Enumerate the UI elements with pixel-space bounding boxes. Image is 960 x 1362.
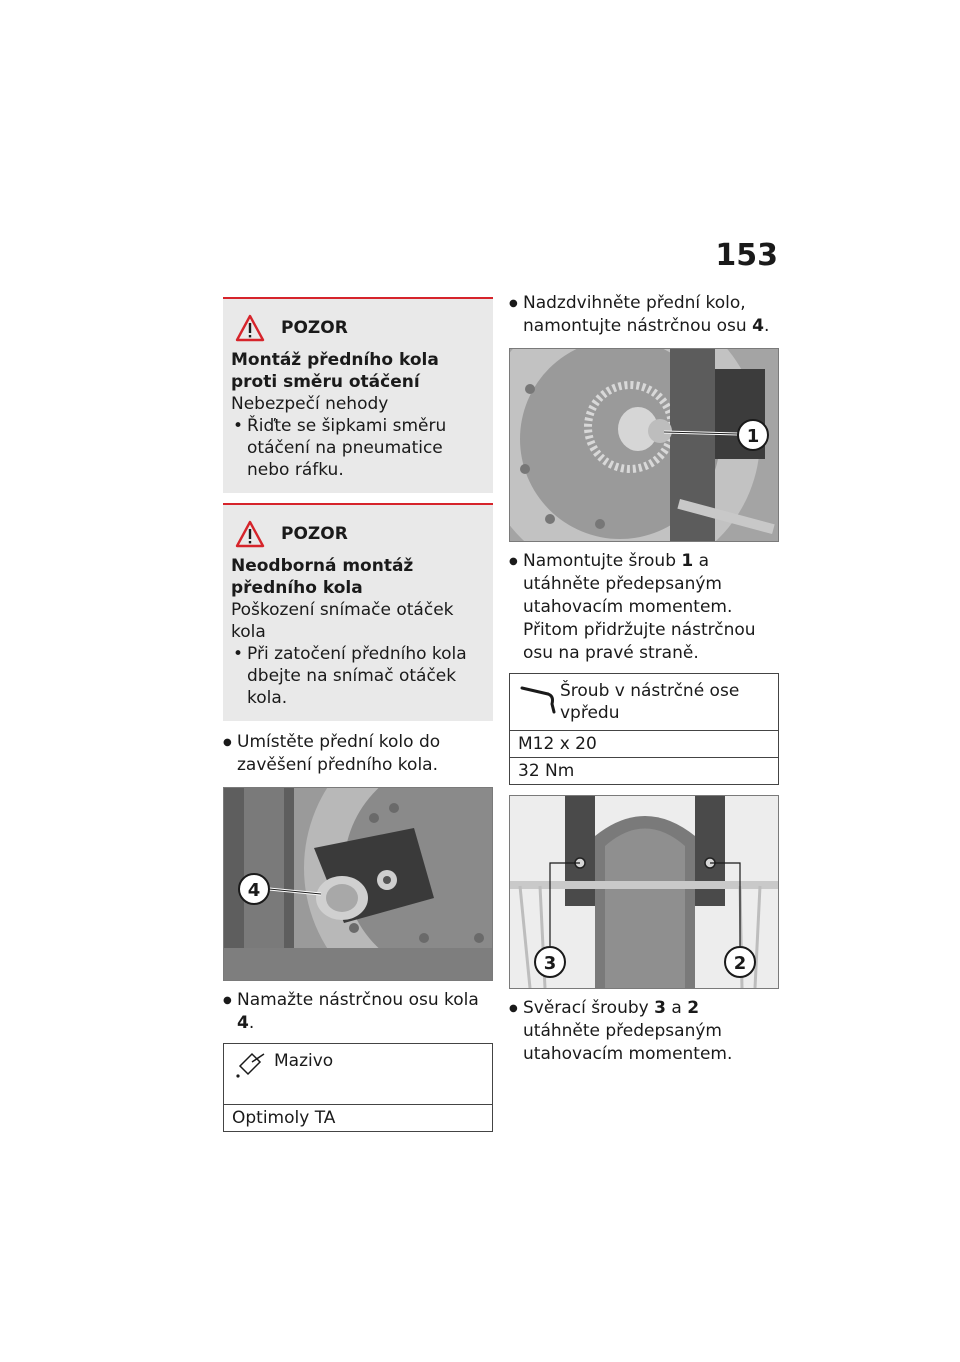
step-text-end: utáhněte předepsaným utahovacím momentem. [523,1021,733,1064]
step-place-wheel: ● Umístěte přední kolo do zavěšení předního kola. [223,731,493,777]
photo-axle-insert-illustration [224,788,492,980]
warning-box-rotation [223,297,493,493]
torque-size: M12 x 20 [510,731,778,758]
warning-triangle-icon [235,520,265,548]
lubricant-value: Optimoly TA [232,1108,336,1128]
warning-title: Montáž předního kola proti směru otáčení [231,350,439,392]
torque-label: Šroub v nástrčné ose vpředu [560,681,740,723]
step-text: Nadzdvihněte přední kolo, namontujte nástrčnou osu [523,293,753,336]
left-column [223,297,493,1142]
warning-header [231,311,483,345]
warning-text: Poškození snímače otáček kola [231,600,454,642]
step-text-end: . [248,1013,255,1033]
step-lubricate-axle [223,989,493,1035]
torque-wrench-icon [518,680,558,716]
warning-title: Neodborná montáž předního kola [231,556,414,598]
page-number: 153 [715,238,778,273]
right-column [509,292,779,1074]
oil-can-icon [232,1050,272,1080]
warning-instruction: • Při zatočení předního kola dbejte na snímač otáček kola. [231,643,483,709]
ref-number: 1 [681,551,694,571]
lubricant-label: Mazivo [274,1051,334,1071]
ref-number: 4 [752,316,764,336]
photo-axle-insert [223,787,493,981]
warning-text: Nebezpečí nehody [231,394,389,414]
step-text-end: . [763,316,770,336]
photo-clamp-bolts [509,795,779,989]
warning-header [231,517,483,551]
warning-triangle-icon [235,314,265,342]
step-text: Namažte nástrčnou osu kola [237,990,479,1010]
ref-number: 3 [654,998,666,1018]
callout-1: 1 [746,426,760,447]
ref-number: 4 [237,1013,249,1033]
step-tighten-axle-bolt [509,550,779,665]
torque-table [509,673,779,785]
step-lift-wheel [509,292,779,338]
step-text: Namontujte šroub [523,551,682,571]
torque-table-header [510,674,778,731]
step-text: Svěrací šrouby [523,998,655,1018]
ref-number: 2 [687,998,700,1018]
warning-instruction: • Řiďte se šipkami směru otáčení na pneumatice nebo ráfku. [231,415,483,481]
callout-2: 2 [733,953,747,974]
step-text-end: a utáhněte předepsaným utahovacím momentem. Přitom přidržujte nástrčnou osu na pravé straně. [523,551,756,663]
lubricant-table-header [224,1044,492,1105]
torque-value: 32 Nm [518,761,575,781]
warning-label: POZOR [281,524,348,544]
step-tighten-clamp-bolts [509,997,779,1066]
photo-axle-bolt-illustration [510,349,778,541]
step-text: a [665,998,688,1018]
warning-box-sensor [223,503,493,721]
callout-3: 3 [543,953,557,974]
photo-axle-bolt [509,348,779,542]
warning-label: POZOR [281,318,348,338]
lubricant-table [223,1043,493,1132]
callout-4: 4 [247,880,261,901]
photo-clamp-bolts-illustration [510,796,778,988]
